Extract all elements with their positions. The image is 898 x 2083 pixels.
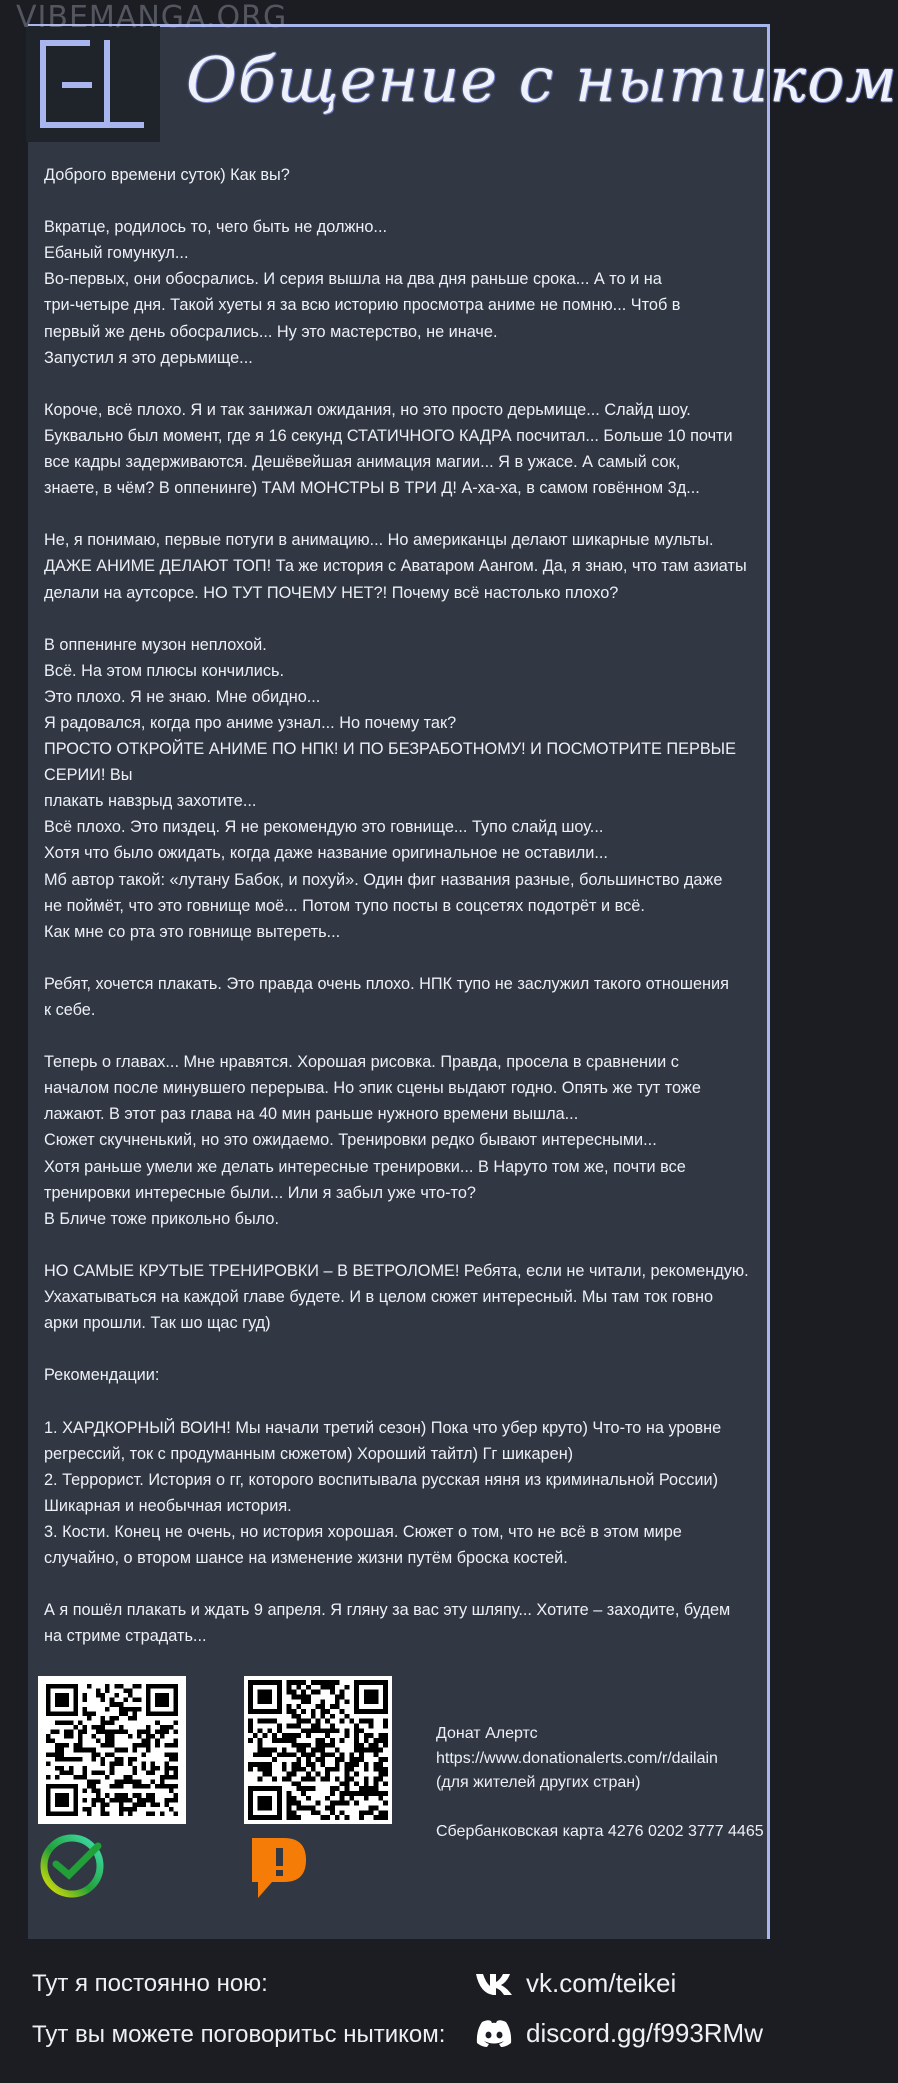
discord-icon — [474, 2019, 514, 2049]
text-line — [44, 1571, 756, 1597]
donate-url[interactable]: https://www.donationalerts.com/r/dailain — [436, 1749, 718, 1767]
text-line: Ребят, хочется плакать. Это правда очень плохо. НПК тупо не заслужил такого отношения — [44, 974, 729, 993]
text-line: Ухахатываться на каждой главе будете. И в целом сюжет интересный. Мы там ток говно — [44, 1288, 714, 1307]
watermark: VIBEMANGA.ORG — [16, 0, 288, 35]
text-line: Шикарная и необычная история. — [44, 1496, 292, 1515]
text-line: Во-первых, они обосрались. И серия вышла на два дня раньше срока... А то и на — [44, 270, 662, 289]
text-line: Ебаный гомункул... — [44, 244, 189, 263]
text-line: 2. Террорист. История о гг, которого воспитывала русская няня из криминальной России) — [44, 1470, 718, 1489]
vk-link-text: vk.com/teikei — [526, 1968, 677, 1998]
text-line: Вкратце, родилось то, чего быть не должно... — [44, 218, 388, 237]
text-line: Короче, всё плохо. Я и так занижал ожидания, но это просто дерьмище... Слайд шоу. — [44, 400, 691, 419]
page-title: Общение с нытиком — [186, 43, 898, 116]
article-text — [44, 162, 756, 1649]
text-line: Рекомендации: — [44, 1366, 160, 1385]
text-line: Не, я понимаю, первые потуги в анимацию... Но американцы делают шикарные мульты. — [44, 531, 714, 550]
text-line — [44, 1388, 756, 1414]
sberbank-qr-code — [38, 1676, 186, 1824]
card-number: Сбербанковская карта 4276 0202 3777 4465 — [436, 1822, 764, 1840]
text-line: А я пошёл плакать и ждать 9 апреля. Я гляну за вас эту шляпу... Хотите – заходите, будем — [44, 1601, 731, 1620]
text-line: Буквально был момент, где я 16 секунд СТАТИЧНОГО КАДРА посчитал... Больше 10 почти — [44, 426, 733, 445]
text-line — [44, 945, 756, 971]
text-line: В оппенинге музон неплохой. — [44, 635, 267, 654]
text-line: на стриме страдать... — [44, 1627, 207, 1646]
text-line — [44, 1023, 756, 1049]
text-line: ДАЖЕ АНИМЕ ДЕЛАЮТ ТОП! Та же история с Аватаром Аангом. Да, я знаю, что там азиаты — [44, 557, 747, 576]
text-line: 3. Кости. Конец не очень, но история хорошая. Сюжет о том, что не всё в этом мире — [44, 1522, 682, 1541]
footer-label-discord: Тут вы можете поговоритьс нытиком: — [32, 2021, 446, 2048]
discord-link[interactable] — [474, 2018, 763, 2049]
text-line: 1. ХАРДКОРНЫЙ ВОИН! Мы начали третий сезон) Пока что убер круто) Что-то на уровне — [44, 1418, 722, 1437]
text-line — [44, 501, 756, 527]
text-line: НО САМЫЕ КРУТЫЕ ТРЕНИРОВКИ – В ВЕТРОЛОМЕ! Ребята, если не читали, рекомендую. — [44, 1261, 749, 1280]
donationalerts-qr-code — [244, 1676, 392, 1824]
text-line: первый же день обосрались... Ну это мастерство, не иначе. — [44, 322, 498, 341]
text-line: арки прошли. Так шо щас гуд) — [44, 1314, 271, 1333]
text-line: В Бличе тоже прикольно было. — [44, 1209, 279, 1228]
text-line: знаете, в чём? В оппенинге) ТАМ МОНСТРЫ В ТРИ Д! А-ха-ха, в самом говённом 3д... — [44, 479, 700, 498]
text-line: плакать навзрыд захотите... — [44, 792, 257, 811]
text-line: лажают. В этот раз глава на 40 мин раньше нужного времени вышла... — [44, 1105, 579, 1124]
text-line: началом после минувшего перерыва. Но эпик сцены выдают годно. Опять же тут тоже — [44, 1079, 701, 1098]
text-line: Это плохо. Я не знаю. Мне обидно... — [44, 687, 321, 706]
text-line — [44, 1336, 756, 1362]
text-line: Как мне со рта это говнище вытереть... — [44, 922, 341, 941]
text-line: три-четыре дня. Такой хуеты я за всю историю просмотра аниме не помню... Чтоб в — [44, 296, 681, 315]
text-line: Теперь о главах... Мне нравятся. Хорошая рисовка. Правда, просела в сравнении с — [44, 1053, 679, 1072]
logo — [26, 26, 160, 142]
text-line: Хотя что было ожидать, когда даже название оригинальное не оставили... — [44, 844, 608, 863]
text-line: Всё плохо. Это пиздец. Я не рекомендую это говнище... Тупо слайд шоу... — [44, 818, 604, 837]
vk-icon — [474, 1971, 514, 1997]
discord-link-text: discord.gg/f993RMw — [526, 2018, 763, 2048]
text-line — [44, 188, 756, 214]
text-line: тренировки интересные были... Или я забыл уже что-то? — [44, 1183, 476, 1202]
text-line: Запустил я это дерьмище... — [44, 348, 253, 367]
text-line: регрессий, ток с продуманным сюжетом) Хороший тайтл) Гг шикарен) — [44, 1444, 574, 1463]
text-line: Доброго времени суток) Как вы? — [44, 166, 290, 184]
donation-info — [436, 1722, 766, 1844]
text-line: Мб автор такой: «лутану Бабок, и похуй». Один фиг названия разные, большинство даже — [44, 870, 723, 889]
text-line — [44, 1232, 756, 1258]
text-line: к себе. — [44, 1001, 96, 1019]
text-line — [44, 606, 756, 632]
vk-link[interactable] — [474, 1968, 676, 1999]
text-line — [44, 371, 756, 397]
text-line: не поймёт, что это говнище моё... Потом тупо посты в соцсетях подотрёт и всё. — [44, 896, 645, 915]
donationalerts-icon — [244, 1828, 314, 1908]
text-line: Всё. На этом плюсы кончились. — [44, 661, 284, 680]
text-line: Я радовался, когда про аниме узнал... Но почему так? — [44, 713, 457, 732]
donate-title: Донат Алертс — [436, 1725, 538, 1742]
footer-label-vk: Тут я постоянно ною: — [32, 1970, 268, 1997]
text-line: ПРОСТО ОТКРОЙТЕ АНИМЕ ПО НПК! И ПО БЕЗРАБОТНОМУ! И ПОСМОТРИТЕ ПЕРВЫЕ СЕРИИ! Вы — [44, 740, 736, 785]
text-line: случайно, о втором шансе на изменение жизни путём броска костей. — [44, 1548, 568, 1567]
text-line: Сюжет скучненький, но это ожидаемо. Тренировки редко бывают интересными... — [44, 1131, 657, 1150]
sberbank-icon — [38, 1830, 108, 1900]
text-line: Хотя раньше умели же делать интересные тренировки... В Наруто том же, почти все — [44, 1157, 686, 1176]
text-line: все кадры задерживаются. Дешёвейшая анимация магии... Я в ужасе. А самый сок, — [44, 453, 681, 472]
text-line: делали на аутсорсе. НО ТУТ ПОЧЕМУ НЕТ?! Почему всё настолько плохо? — [44, 583, 619, 602]
donate-note: (для жителей других стран) — [436, 1774, 641, 1791]
